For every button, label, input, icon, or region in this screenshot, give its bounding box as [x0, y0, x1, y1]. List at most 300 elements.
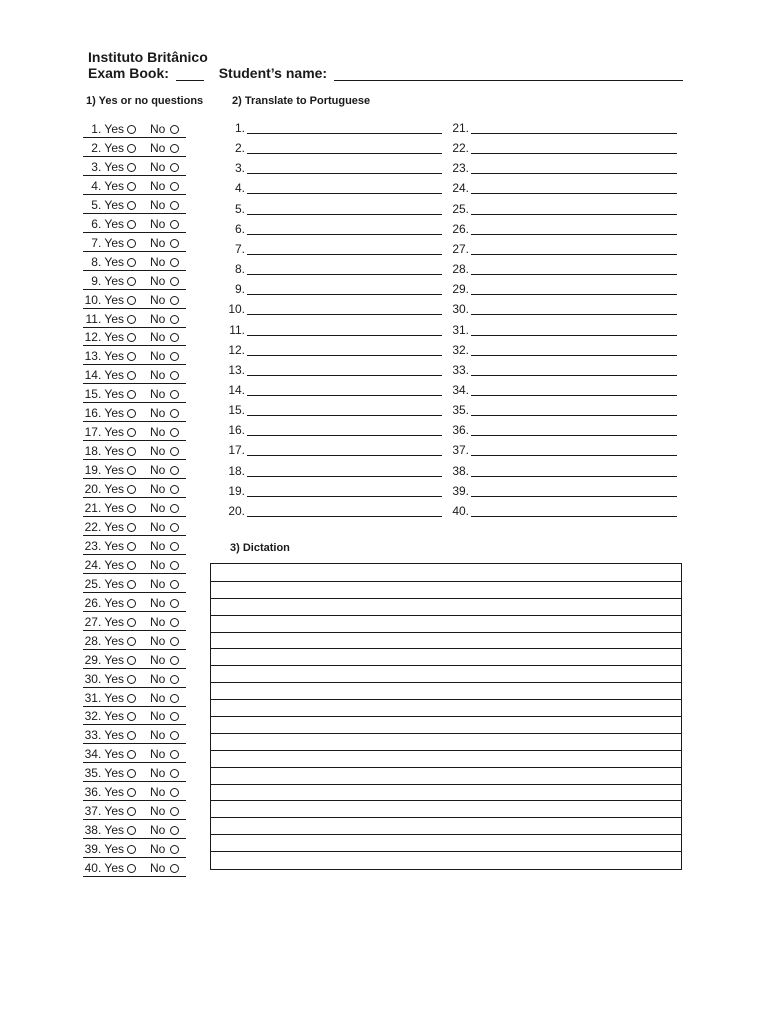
yes-no-row — [83, 308, 186, 328]
translation-answer-line[interactable] — [471, 375, 677, 376]
translation-number: 38. — [452, 463, 469, 478]
dictation-rule-line — [211, 598, 681, 599]
dictation-rule-line — [211, 851, 681, 852]
translation-number: 27. — [452, 241, 469, 256]
question-number-yes-label: 39. Yes — [84, 842, 124, 857]
no-label: No — [150, 538, 166, 553]
yes-radio[interactable] — [127, 182, 136, 191]
question-number-yes-label: 17. Yes — [84, 425, 124, 440]
yes-no-row — [83, 497, 186, 517]
yes-no-row — [83, 421, 186, 441]
yes-radio[interactable] — [127, 788, 136, 797]
question-number-yes-label: 16. Yes — [84, 406, 124, 421]
translation-number: 20. — [228, 503, 245, 518]
translation-number: 26. — [452, 221, 469, 236]
no-label: No — [150, 690, 166, 705]
yes-radio[interactable] — [127, 163, 136, 172]
yes-no-row — [83, 516, 186, 536]
no-radio[interactable] — [170, 845, 179, 854]
translation-answer-line[interactable] — [247, 476, 442, 477]
translation-answer-line[interactable] — [471, 516, 677, 517]
translation-item — [229, 322, 442, 337]
yes-no-section-title: 1) Yes or no questions — [86, 95, 204, 107]
yes-radio[interactable] — [127, 580, 136, 589]
translation-item — [452, 322, 677, 337]
no-radio[interactable] — [170, 239, 179, 248]
translation-item — [228, 302, 442, 317]
no-label: No — [150, 614, 166, 629]
yes-no-row — [83, 194, 186, 214]
no-radio[interactable] — [170, 371, 179, 380]
question-number-yes-label: 1. Yes — [91, 122, 124, 136]
translation-item — [234, 282, 442, 297]
translation-number: 24. — [452, 181, 469, 196]
no-label: No — [150, 197, 166, 212]
yes-radio[interactable] — [127, 807, 136, 816]
translation-answer-line[interactable] — [471, 395, 677, 396]
translation-answer-line[interactable] — [247, 435, 442, 436]
question-number-yes-label: 9. Yes — [91, 273, 124, 288]
question-number-yes-label: 40. Yes — [84, 861, 124, 875]
dictation-section-title: 3) Dictation — [230, 542, 290, 554]
yes-no-row — [83, 611, 186, 631]
no-radio[interactable] — [170, 352, 179, 361]
translation-number: 1. — [234, 121, 245, 135]
translation-answer-line[interactable] — [471, 435, 677, 436]
yes-radio[interactable] — [127, 618, 136, 627]
yes-no-row — [83, 459, 186, 479]
question-number-yes-label: 7. Yes — [91, 235, 124, 250]
no-radio[interactable] — [170, 750, 179, 759]
no-label: No — [150, 235, 166, 250]
yes-no-row — [83, 743, 186, 763]
question-number-yes-label: 34. Yes — [84, 747, 124, 762]
dictation-rule-line — [211, 817, 681, 818]
yes-no-row — [83, 137, 186, 157]
no-radio[interactable] — [170, 675, 179, 684]
question-number-yes-label: 23. Yes — [84, 538, 124, 553]
exam-book-label: Exam Book: — [88, 65, 169, 81]
question-number-yes-label: 12. Yes — [84, 330, 124, 345]
yes-radio[interactable] — [127, 296, 136, 305]
dictation-rule-line — [211, 665, 681, 666]
translation-answer-line[interactable] — [247, 314, 442, 315]
question-number-yes-label: 11. Yes — [85, 311, 124, 326]
yes-radio[interactable] — [127, 712, 136, 721]
no-radio[interactable] — [170, 277, 179, 286]
translation-item — [228, 483, 442, 498]
translation-answer-line[interactable] — [247, 375, 442, 376]
yes-no-row — [83, 705, 186, 725]
question-number-yes-label: 4. Yes — [91, 178, 124, 193]
dictation-box[interactable] — [210, 563, 682, 870]
translation-answer-line[interactable] — [471, 496, 677, 497]
no-label: No — [150, 444, 166, 459]
translation-number: 30. — [452, 302, 469, 317]
translation-item — [452, 302, 677, 317]
yes-radio[interactable] — [127, 277, 136, 286]
translation-item — [234, 161, 442, 176]
yes-no-row — [83, 364, 186, 384]
translation-answer-line[interactable] — [471, 274, 677, 275]
no-radio[interactable] — [170, 144, 179, 153]
translation-answer-line[interactable] — [471, 415, 677, 416]
no-label: No — [150, 785, 166, 800]
no-radio[interactable] — [170, 580, 179, 589]
no-label: No — [150, 633, 166, 648]
yes-no-row — [83, 857, 186, 877]
dictation-rule-line — [211, 699, 681, 700]
yes-radio[interactable] — [127, 826, 136, 835]
no-radio[interactable] — [170, 599, 179, 608]
yes-radio[interactable] — [127, 409, 136, 418]
no-label: No — [150, 520, 166, 534]
no-label: No — [150, 425, 166, 440]
translation-number: 22. — [452, 141, 469, 156]
yes-no-row — [83, 270, 186, 290]
yes-radio[interactable] — [127, 220, 136, 229]
no-radio[interactable] — [170, 769, 179, 778]
yes-radio[interactable] — [127, 352, 136, 361]
translation-answer-line[interactable] — [471, 476, 677, 477]
yes-no-row — [83, 213, 186, 233]
yes-no-row — [83, 478, 186, 498]
translation-answer-line[interactable] — [247, 294, 442, 295]
question-number-yes-label: 22. Yes — [84, 520, 124, 534]
translation-item — [452, 342, 677, 357]
translation-answer-line[interactable] — [247, 335, 442, 336]
no-radio[interactable] — [170, 637, 179, 646]
no-radio[interactable] — [170, 788, 179, 797]
yes-radio[interactable] — [127, 428, 136, 437]
translation-number: 17. — [228, 443, 245, 458]
no-label: No — [150, 368, 166, 383]
no-radio[interactable] — [170, 826, 179, 835]
no-radio[interactable] — [170, 258, 179, 267]
yes-radio[interactable] — [127, 769, 136, 778]
no-radio[interactable] — [170, 712, 179, 721]
no-radio[interactable] — [170, 220, 179, 229]
yes-radio[interactable] — [127, 845, 136, 854]
translation-answer-line[interactable] — [247, 234, 442, 235]
dictation-rule-line — [211, 632, 681, 633]
translation-number: 8. — [234, 262, 245, 276]
translation-item — [452, 262, 677, 276]
translation-answer-line[interactable] — [471, 173, 677, 174]
translation-item — [452, 503, 677, 518]
yes-radio[interactable] — [127, 239, 136, 248]
no-radio[interactable] — [170, 485, 179, 494]
student-name-field[interactable] — [334, 66, 683, 81]
yes-radio[interactable] — [127, 315, 136, 324]
yes-radio[interactable] — [127, 333, 136, 342]
translation-answer-line[interactable] — [247, 133, 442, 134]
no-label: No — [150, 463, 166, 478]
yes-radio[interactable] — [127, 864, 136, 873]
no-label: No — [150, 823, 166, 838]
translation-item — [228, 463, 442, 478]
yes-radio[interactable] — [127, 485, 136, 494]
yes-no-row — [83, 724, 186, 744]
translation-number: 23. — [452, 161, 469, 176]
yes-radio[interactable] — [127, 656, 136, 665]
translation-item — [228, 403, 442, 418]
dictation-rule-line — [211, 767, 681, 768]
translation-number: 10. — [228, 302, 245, 317]
yes-no-row — [83, 630, 186, 650]
question-number-yes-label: 6. Yes — [91, 216, 124, 231]
translation-number: 29. — [452, 282, 469, 297]
no-label: No — [150, 501, 166, 515]
translation-number: 15. — [228, 403, 245, 418]
question-number-yes-label: 31. Yes — [84, 690, 124, 705]
yes-radio[interactable] — [127, 731, 136, 740]
translation-number: 40. — [452, 503, 469, 518]
translation-item — [452, 483, 677, 498]
translation-answer-line[interactable] — [471, 153, 677, 154]
no-label: No — [150, 842, 166, 857]
yes-no-row — [83, 535, 186, 555]
no-label: No — [150, 652, 166, 667]
translation-item — [452, 121, 677, 135]
no-radio[interactable] — [170, 864, 179, 873]
question-number-yes-label: 35. Yes — [84, 766, 124, 781]
dictation-rule-line — [211, 834, 681, 835]
translation-answer-line[interactable] — [247, 496, 442, 497]
no-radio[interactable] — [170, 182, 179, 191]
yes-no-row — [83, 838, 186, 858]
question-number-yes-label: 19. Yes — [84, 463, 124, 478]
exam-book-field[interactable] — [176, 66, 204, 81]
translation-number: 25. — [452, 201, 469, 216]
no-radio[interactable] — [170, 561, 179, 570]
question-number-yes-label: 8. Yes — [91, 254, 124, 269]
question-number-yes-label: 18. Yes — [84, 444, 124, 459]
translation-item — [234, 201, 442, 216]
yes-radio[interactable] — [127, 561, 136, 570]
yes-no-row — [83, 402, 186, 422]
translation-answer-line[interactable] — [471, 133, 677, 134]
yes-radio[interactable] — [127, 637, 136, 646]
yes-no-row — [83, 819, 186, 839]
no-label: No — [150, 671, 166, 686]
dictation-rule-line — [211, 648, 681, 649]
question-number-yes-label: 10. Yes — [84, 292, 124, 307]
student-name-label: Student’s name: — [218, 65, 328, 81]
no-radio[interactable] — [170, 315, 179, 324]
translation-number: 13. — [228, 362, 245, 377]
translation-answer-line[interactable] — [247, 516, 442, 517]
yes-radio[interactable] — [127, 675, 136, 684]
no-radio[interactable] — [170, 296, 179, 305]
question-number-yes-label: 36. Yes — [84, 785, 124, 800]
dictation-rule-line — [211, 716, 681, 717]
translation-answer-line[interactable] — [247, 153, 442, 154]
translation-number: 5. — [234, 201, 245, 216]
question-number-yes-label: 14. Yes — [84, 368, 124, 383]
translation-item — [234, 181, 442, 196]
translation-number: 16. — [228, 423, 245, 438]
translation-answer-line[interactable] — [247, 415, 442, 416]
yes-no-row — [83, 345, 186, 365]
no-radio[interactable] — [170, 125, 179, 134]
no-radio[interactable] — [170, 428, 179, 437]
translation-number: 6. — [234, 221, 245, 236]
translation-answer-line[interactable] — [471, 214, 677, 215]
yes-radio[interactable] — [127, 542, 136, 551]
translation-item — [452, 443, 677, 458]
translation-answer-line[interactable] — [471, 234, 677, 235]
no-label: No — [150, 349, 166, 364]
translation-answer-line[interactable] — [247, 173, 442, 174]
translation-item — [452, 403, 677, 418]
no-radio[interactable] — [170, 523, 179, 532]
translation-number: 39. — [452, 483, 469, 498]
no-label: No — [150, 254, 166, 269]
no-label: No — [150, 330, 166, 345]
translation-item — [228, 342, 442, 357]
no-radio[interactable] — [170, 163, 179, 172]
no-radio[interactable] — [170, 447, 179, 456]
no-label: No — [150, 766, 166, 781]
translation-item — [452, 141, 677, 156]
translation-item — [452, 241, 677, 256]
translation-number: 31. — [452, 322, 469, 337]
question-number-yes-label: 29. Yes — [84, 652, 124, 667]
translation-answer-line[interactable] — [471, 294, 677, 295]
translation-answer-line[interactable] — [471, 335, 677, 336]
institution-name: Instituto Britânico — [88, 49, 208, 65]
translation-number: 9. — [234, 282, 245, 297]
yes-no-row — [83, 668, 186, 688]
question-number-yes-label: 24. Yes — [84, 557, 124, 572]
no-radio[interactable] — [170, 390, 179, 399]
yes-radio[interactable] — [127, 694, 136, 703]
translate-section-title: 2) Translate to Portuguese — [232, 95, 371, 107]
yes-radio[interactable] — [127, 125, 136, 134]
translation-number: 36. — [452, 423, 469, 438]
no-radio[interactable] — [170, 201, 179, 210]
no-radio[interactable] — [170, 333, 179, 342]
translation-item — [234, 121, 442, 135]
no-label: No — [150, 140, 166, 155]
yes-radio[interactable] — [127, 390, 136, 399]
yes-radio[interactable] — [127, 599, 136, 608]
yes-radio[interactable] — [127, 466, 136, 475]
translation-item — [228, 382, 442, 397]
translation-item — [234, 262, 442, 276]
question-number-yes-label: 5. Yes — [91, 197, 124, 212]
translation-answer-line[interactable] — [471, 455, 677, 456]
translation-answer-line[interactable] — [247, 274, 442, 275]
exam-info-line — [88, 65, 683, 81]
no-label: No — [150, 861, 166, 875]
yes-no-row — [83, 554, 186, 574]
no-label: No — [150, 576, 166, 591]
no-label: No — [150, 292, 166, 307]
question-number-yes-label: 37. Yes — [84, 804, 124, 819]
no-label: No — [150, 747, 166, 762]
translation-item — [452, 463, 677, 478]
translation-answer-line[interactable] — [247, 193, 442, 194]
translation-number: 14. — [228, 382, 245, 397]
yes-radio[interactable] — [127, 371, 136, 380]
yes-radio[interactable] — [127, 144, 136, 153]
yes-radio[interactable] — [127, 201, 136, 210]
question-number-yes-label: 28. Yes — [84, 633, 124, 648]
translation-number: 12. — [228, 342, 245, 357]
yes-no-row — [83, 251, 186, 271]
question-number-yes-label: 21. Yes — [84, 501, 124, 515]
translation-answer-line[interactable] — [471, 193, 677, 194]
translation-number: 32. — [452, 342, 469, 357]
yes-radio[interactable] — [127, 523, 136, 532]
no-radio[interactable] — [170, 656, 179, 665]
no-label: No — [150, 178, 166, 193]
translation-number: 7. — [234, 241, 245, 256]
no-radio[interactable] — [170, 694, 179, 703]
translation-number: 19. — [228, 483, 245, 498]
translation-item — [234, 141, 442, 156]
yes-no-row — [83, 687, 186, 707]
yes-radio[interactable] — [127, 504, 136, 513]
translation-number: 21. — [452, 121, 469, 135]
yes-no-row — [83, 649, 186, 669]
translation-answer-line[interactable] — [247, 214, 442, 215]
yes-radio[interactable] — [127, 447, 136, 456]
question-number-yes-label: 26. Yes — [84, 595, 124, 610]
yes-radio[interactable] — [127, 258, 136, 267]
translation-number: 37. — [452, 443, 469, 458]
translation-answer-line[interactable] — [471, 314, 677, 315]
no-label: No — [150, 311, 166, 326]
question-number-yes-label: 2. Yes — [91, 140, 124, 155]
yes-no-row — [83, 440, 186, 460]
question-number-yes-label: 20. Yes — [84, 482, 124, 497]
translation-answer-line[interactable] — [471, 355, 677, 356]
no-radio[interactable] — [170, 618, 179, 627]
yes-no-row — [83, 800, 186, 820]
yes-no-row — [83, 383, 186, 403]
translation-answer-line[interactable] — [247, 254, 442, 255]
translation-item — [452, 382, 677, 397]
translation-item — [452, 221, 677, 236]
no-radio[interactable] — [170, 542, 179, 551]
translation-answer-line[interactable] — [471, 254, 677, 255]
no-label: No — [150, 595, 166, 610]
no-label: No — [150, 482, 166, 497]
dictation-rule-line — [211, 682, 681, 683]
question-number-yes-label: 3. Yes — [91, 159, 124, 174]
translation-answer-line[interactable] — [247, 395, 442, 396]
translation-answer-line[interactable] — [247, 355, 442, 356]
no-radio[interactable] — [170, 409, 179, 418]
translation-number: 33. — [452, 362, 469, 377]
translation-item — [452, 181, 677, 196]
dictation-rule-line — [211, 800, 681, 801]
no-label: No — [150, 122, 166, 136]
translation-item — [228, 443, 442, 458]
no-radio[interactable] — [170, 807, 179, 816]
no-radio[interactable] — [170, 504, 179, 513]
translation-item — [452, 161, 677, 176]
no-radio[interactable] — [170, 731, 179, 740]
question-number-yes-label: 13. Yes — [84, 349, 124, 364]
translation-answer-line[interactable] — [247, 455, 442, 456]
translation-number: 11. — [229, 322, 245, 337]
no-radio[interactable] — [170, 466, 179, 475]
yes-radio[interactable] — [127, 750, 136, 759]
